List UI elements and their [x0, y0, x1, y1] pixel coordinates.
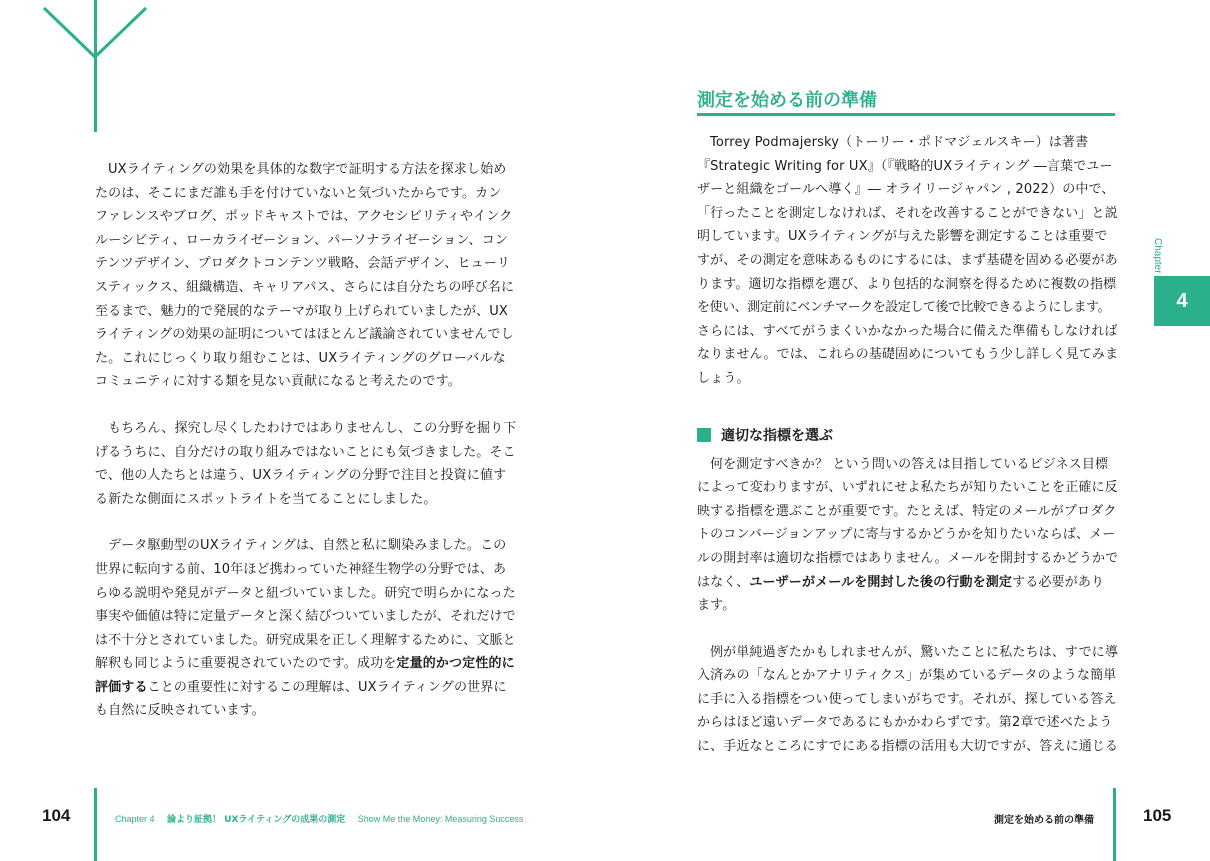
right-running-footer: 測定を始める前の準備 — [994, 815, 1094, 826]
subheading-text: 適切な指標を選ぶ — [721, 428, 833, 445]
footer-chapter-title: 論より証拠！ UXライティングの成果の測定 — [167, 815, 346, 825]
section-title: 測定を始める前の準備 — [697, 90, 877, 111]
footer-left-rule — [94, 788, 97, 861]
text-line: しょう。 — [697, 370, 750, 386]
text-line: で、他の人たちとは違う、UXライティングの分野で注目と投資に値す — [95, 468, 507, 484]
text-line: に、手近なところにすでにある指標の活用も大切ですが、答えに通じる — [697, 739, 1119, 755]
left-paragraph-2 — [95, 417, 515, 511]
text-line: なりません。では、これらの基礎固めについてもう少し詳しく見てみま — [697, 347, 1119, 363]
text-line: 世界に転向する前、10年ほど携わっていた神経生物学の分野では、あ — [95, 561, 507, 577]
footer-right-rule — [1113, 788, 1116, 861]
text-line: も自然に反映されています。 — [95, 703, 265, 719]
bold-text: 評価する — [95, 679, 148, 695]
section-title-underline — [697, 113, 1115, 116]
text-line: コミュニティに対する類を見ない貢献になると考えたのです。 — [95, 374, 461, 390]
text-line: ザーと組織をゴールへ導く』― オライリージャパン , 2022）の中で、 — [697, 182, 1115, 198]
text-line: すが、その測定を意味あるものにするには、まず基礎を固める必要があ — [697, 252, 1118, 268]
text-line: たのは、そこにまだ誰も手を付けていないと気づいたからです。カン — [95, 185, 502, 201]
text-line: げるうちに、自分だけの取り組みではないことにも気づきました。そこ — [95, 444, 516, 460]
right-paragraph-2 — [697, 641, 1127, 759]
chapter-tab: 4 — [1154, 276, 1210, 326]
bold-text: ユーザーがメールを開封した後の行動を測定 — [749, 574, 1013, 590]
right-page-body — [697, 131, 1127, 782]
square-bullet-icon — [697, 428, 711, 442]
text-line: 『Strategic Writing for UX』（『戦略的UXライティング ―言葉でユー — [697, 158, 1113, 174]
chapter-side-label: Chapter — [1152, 238, 1163, 274]
text-line: 至るまで、魅力的で発展的なテーマが取り上げられていましたが、UX — [95, 303, 508, 319]
text-line: 何を測定すべきか？ という問いの答えは目指しているビジネス目標 — [710, 456, 1109, 472]
text-line: さらには、すべてがうまくいかなかった場合に備えた準備もしなければ — [697, 323, 1118, 339]
footer-chapter-subtitle: Show Me the Money: Measuring Success — [357, 814, 524, 824]
right-page-number: 105 — [1143, 806, 1172, 825]
text-line: によって変わりますが、いずれにせよ私たちが知りたいことを正確に反 — [697, 480, 1118, 496]
text-line: 「行ったことを測定しなければ、それを改善することができない」と説 — [697, 205, 1118, 221]
subheading — [697, 424, 1127, 447]
text-line: スティックス、組織構造、キャリアパス、さらには自分たちの呼び名に — [95, 279, 515, 295]
text-run: する必要があり — [1012, 574, 1105, 590]
text-line: た。これにじっくり取り組むことは、UXライティングのグローバルな — [95, 350, 506, 366]
left-paragraph-1 — [95, 158, 515, 394]
text-line: ライティングの効果の証明についてはほとんど議論されていませんでし — [95, 327, 514, 343]
right-paragraph-1 — [697, 453, 1127, 618]
text-line: トのコンバージョンアップに寄与するかどうかを知りたいならば、メー — [697, 527, 1116, 543]
left-running-footer — [115, 812, 533, 825]
text-line: ルの開封率は適切な指標ではありません。メールを開封するかどうかで — [697, 550, 1119, 566]
left-page-number: 104 — [42, 806, 71, 825]
text-line: らゆる説明や発見がデータと紐づいていました。研究で明らかになった — [95, 585, 516, 601]
text-line — [697, 571, 1127, 595]
text-run: 解釈も同じように重要視されていたのです。成功を — [95, 656, 397, 672]
text-line: ファレンスやブログ、ポッドキャストでは、アクセシビリティやインク — [95, 209, 513, 225]
right-intro-paragraph — [697, 131, 1127, 391]
text-line: ります。適切な指標を選び、より包括的な洞察を得るために複数の指標 — [697, 276, 1117, 292]
text-line: 例が単純過ぎたかもしれませんが、驚いたことに私たちは、すでに導 — [710, 644, 1119, 660]
text-line: 事実や価値は特に定量データと深く結びついていましたが、それだけで — [95, 609, 516, 625]
text-line: テンツデザイン、プロダクトコンテンツ戦略、会話デザイン、ヒューリ — [95, 256, 511, 272]
text-line: ルーシビティ、ローカライゼーション、パーソナライゼーション、コン — [95, 232, 509, 248]
left-paragraph-3 — [95, 534, 515, 723]
arrow-down-icon — [40, 0, 152, 60]
text-line: 入済みの「なんとかアナリティクス」が集めているデータのような簡単 — [697, 668, 1117, 684]
text-line: 映する指標を選ぶことが重要です。たとえば、特定のメールがプロダク — [697, 503, 1117, 519]
text-line: に手に入る指標をつい使ってしまいがちです。それが、探している答え — [697, 691, 1117, 707]
text-line — [95, 652, 515, 676]
text-line: は不十分とされていました。研究成果を正しく理解するために、文脈と — [95, 632, 516, 648]
text-line: データ駆動型のUXライティングは、自然と私に馴染みました。この — [108, 538, 507, 554]
bold-text: 定量的かつ定性的に — [396, 656, 515, 672]
footer-chapter: Chapter 4 — [115, 814, 155, 824]
text-line: からはほど遠いデータであるにもかかわらずです。第2章で述べたよう — [697, 715, 1113, 731]
text-line: もちろん、探究し尽くしたわけではありませんし、この分野を掘り下 — [108, 420, 517, 436]
text-run: ことの重要性に対するこの理解は、UXライティングの世界に — [147, 679, 507, 695]
text-run: はなく、 — [697, 574, 750, 590]
left-page-body — [95, 158, 515, 746]
text-line: を使い、測定前にベンチマークを設定して後で比較できるようにします。 — [697, 300, 1111, 316]
text-line: UXライティングの効果を具体的な数字で証明する方法を探求し始め — [108, 162, 507, 177]
text-line: る新たな側面にスポットライトを当てることにしました。 — [95, 491, 437, 507]
text-line: 明しています。UXライティングが与えた影響を測定することは重要で — [697, 229, 1108, 245]
text-line — [95, 676, 515, 700]
text-line: Torrey Podmajersky（トーリー・ポドマジェルスキー）は著書 — [710, 135, 1089, 150]
text-line: ます。 — [697, 598, 736, 614]
